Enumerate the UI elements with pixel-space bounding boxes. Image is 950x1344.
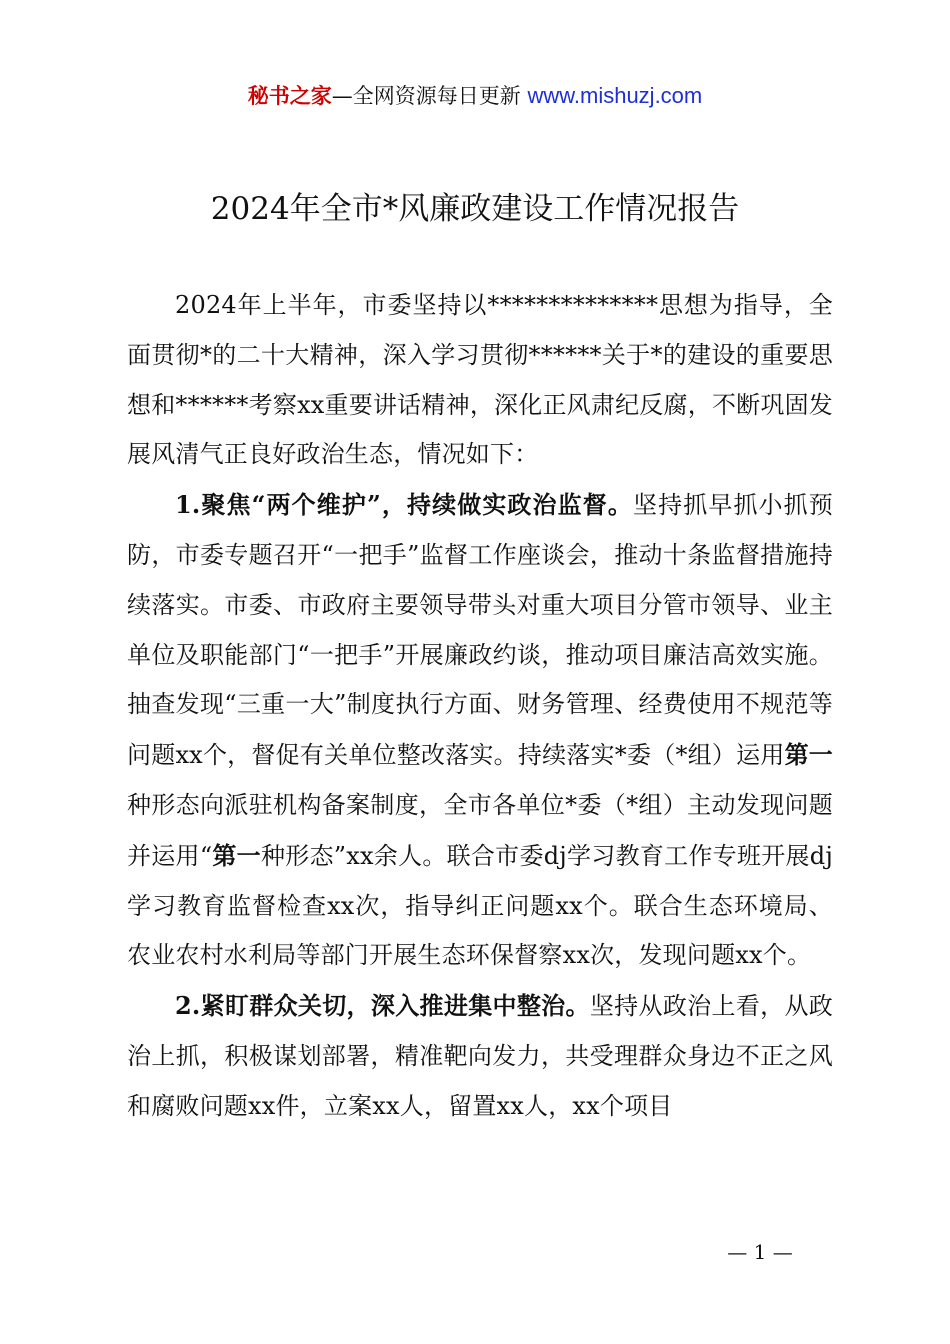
section-1-text-a: 坚持抓早抓小抓预防，市委专题召开“一把手”监督工作座谈会，推动十条监督措施持续落实。市委、市政府主要领导带头对重大项目分管市领导、业主单位及职能部门“一把手”开展廉政约谈，推动项目廉洁高效实施。抽查发现“三重一大”制度执行方面、财务管理、经费使用不规范等问题xx个，督促有关单位整改落实。持续落实*委（*组）运用 bbox=[127, 491, 833, 770]
section-2-text: 坚持从政治上看，从政治上抓，积极谋划部署，精准靶向发力，共受理群众身边不正之风和腐败问题xx件，立案xx人，留置xx人，xx个项目 bbox=[127, 992, 834, 1120]
section-1-text-b: 种形态向派驻机构备案制度，全市各单位*委（*组）主动发现问题并运用“ bbox=[127, 790, 833, 870]
section-1-paragraph bbox=[127, 480, 833, 981]
section-1-bold-a: 第一 bbox=[784, 740, 833, 770]
section-1-text-c: 种形态”xx余人。联合市委dj学习教育工作专班开展dj学习教育监督检查xx次，指导纠正问题xx个。联合生态环境局、农业农村水利局等部门开展生态环保督察xx次，发现问题xx个。 bbox=[127, 841, 833, 970]
header-slogan: —全网资源每日更新 bbox=[331, 84, 528, 108]
section-1-heading: 1.聚焦“两个维护”，持续做实政治监督。 bbox=[175, 490, 633, 520]
section-1-bold-b: 第一 bbox=[212, 840, 261, 870]
section-2-paragraph bbox=[127, 981, 833, 1131]
page-number: — 1 — bbox=[727, 1240, 793, 1264]
document-title: 2024年全市*风廉政建设工作情况报告 bbox=[210, 191, 740, 227]
site-url[interactable]: www.mishuzj.com bbox=[527, 83, 703, 108]
site-header bbox=[0, 80, 950, 110]
intro-text: 2024年上半年，市委坚持以**************思想为指导，全面贯彻*的二十大精神，深入学习贯彻******关于*的建设的重要思想和******考察xx重要讲话精神，深化正风肃纪反腐，不断巩固发展风清气正良好政治生态，情况如下： bbox=[127, 291, 833, 469]
document-body bbox=[127, 281, 833, 1132]
intro-paragraph bbox=[127, 281, 833, 480]
section-2-heading: 2.紧盯群众关切，深入推进集中整治。 bbox=[175, 991, 590, 1021]
brand-name: 秘书之家 bbox=[247, 84, 332, 108]
